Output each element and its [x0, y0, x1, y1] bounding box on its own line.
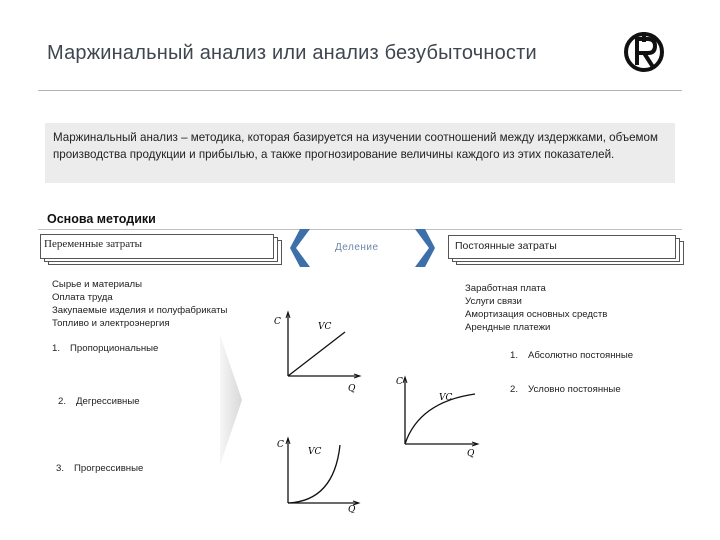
- curve-label: VC: [318, 322, 332, 332]
- graph-degressive: [393, 370, 483, 460]
- variable-kind-1: [52, 343, 158, 354]
- chevron-right-icon: [412, 228, 436, 268]
- list-item: Услуги связи: [465, 296, 522, 307]
- kind-label: Пропорциональные: [70, 343, 159, 354]
- curve-label: VC: [308, 447, 322, 457]
- kind-label: Прогрессивные: [74, 463, 144, 474]
- kind-label: Абсолютно постоянные: [528, 350, 634, 361]
- section-title: Основа методики: [47, 212, 156, 226]
- kind-number: 3.: [56, 463, 65, 474]
- list-item: Амортизация основных средств: [465, 309, 608, 320]
- list-item: Заработная плата: [465, 283, 546, 294]
- fixed-items-list: [465, 282, 607, 334]
- kind-number: 2.: [510, 384, 519, 395]
- university-emblem-icon: [622, 30, 666, 74]
- variable-costs-box: [40, 234, 274, 259]
- x-axis-label: Q: [467, 449, 475, 459]
- big-arrow-icon: [218, 335, 244, 465]
- y-axis-label: C: [396, 377, 403, 387]
- section-divider: [38, 229, 682, 230]
- division-label: Деление: [335, 242, 379, 253]
- graph-progressive: [270, 433, 365, 513]
- page-title: Маржинальный анализ или анализ безубыточности: [47, 42, 537, 64]
- list-item: Сырье и материалы: [52, 279, 143, 290]
- variable-items-list: [52, 278, 227, 330]
- definition-text: Маржинальный анализ – методика, которая базируется на изучении соотношений между издержками, объемом производства продукции и прибылью, а также прогнозирование величины каждого из этих показателей.: [53, 131, 658, 161]
- fixed-kind-2: [510, 384, 621, 395]
- chevron-left-icon: [289, 228, 313, 268]
- kind-number: 1.: [52, 343, 61, 354]
- variable-costs-heading: Переменные затраты: [44, 238, 143, 250]
- x-axis-label: Q: [348, 384, 356, 394]
- definition-box: [45, 123, 675, 183]
- fixed-costs-box: [448, 235, 676, 259]
- x-axis-label: Q: [348, 505, 356, 513]
- variable-kind-2: [58, 396, 140, 407]
- y-axis-label: C: [274, 317, 281, 327]
- vc-line: [288, 332, 345, 376]
- list-item: Арендные платежи: [465, 322, 551, 333]
- y-axis-label: C: [277, 440, 284, 450]
- kind-number: 2.: [58, 396, 67, 407]
- fixed-kind-1: [510, 350, 633, 361]
- list-item: Топливо и электроэнергия: [52, 318, 170, 329]
- list-item: Оплата труда: [52, 292, 113, 303]
- curve-label: VC: [439, 393, 453, 403]
- fixed-costs-heading: Постоянные затраты: [455, 240, 557, 252]
- kind-number: 1.: [510, 350, 519, 361]
- kind-label: Дегрессивные: [76, 396, 140, 407]
- title-divider: [38, 90, 682, 91]
- graph-proportional: [270, 308, 365, 396]
- kind-label: Условно постоянные: [528, 384, 621, 395]
- variable-kind-3: [56, 463, 143, 474]
- list-item: Закупаемые изделия и полуфабрикаты: [52, 305, 228, 316]
